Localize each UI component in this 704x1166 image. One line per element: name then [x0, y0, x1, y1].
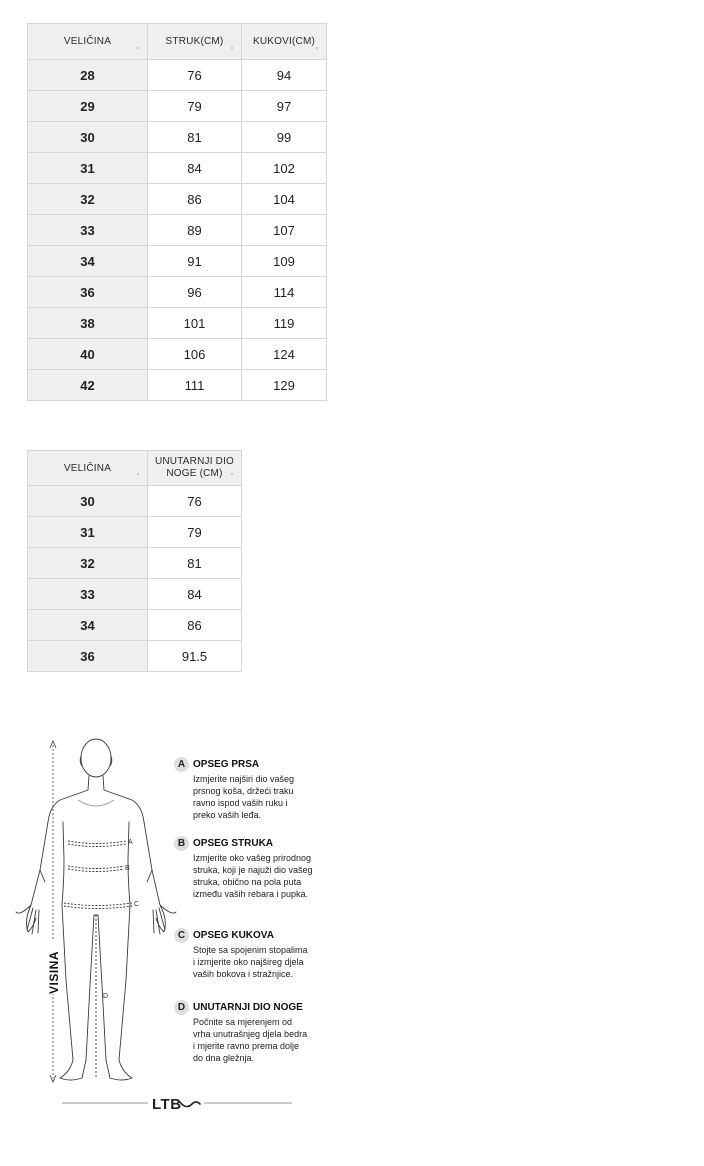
cell-size: 38	[28, 308, 148, 339]
cell-inseam: 84	[148, 579, 242, 610]
legend-description: Izmjerite oko vašeg prirodnog struka, koji je najuži dio vašeg struka, obično na pola puta između vaših rebara i pupka.	[193, 853, 313, 899]
legend-title: UNUTARNJI DIO NOGE	[193, 1002, 303, 1013]
cell-hips: 94	[242, 60, 327, 91]
cell-inseam: 76	[148, 486, 242, 517]
cell-size: 30	[28, 486, 148, 517]
marker-c: C	[134, 901, 140, 908]
cell-hips: 124	[242, 339, 327, 370]
cell-inseam: 86	[148, 610, 242, 641]
cell-size: 30	[28, 122, 148, 153]
cell-hips: 129	[242, 370, 327, 401]
letter-badge-c: C	[174, 928, 189, 943]
cell-hips: 104	[242, 184, 327, 215]
cell-waist: 91	[148, 246, 242, 277]
cell-waist: 79	[148, 91, 242, 122]
cell-waist: 106	[148, 339, 242, 370]
cell-hips: 119	[242, 308, 327, 339]
legend-title: OPSEG PRSA	[193, 759, 260, 770]
header-waist: STRUK(CM)	[148, 24, 242, 60]
cell-hips: 99	[242, 122, 327, 153]
cell-size: 31	[28, 153, 148, 184]
cell-hips: 114	[242, 277, 327, 308]
cell-hips: 107	[242, 215, 327, 246]
letter-badge-a: A	[174, 757, 189, 772]
cell-hips: 109	[242, 246, 327, 277]
marker-b: B	[125, 865, 130, 872]
cell-size: 36	[28, 641, 148, 672]
cell-waist: 81	[148, 122, 242, 153]
cell-inseam: 81	[148, 548, 242, 579]
cell-waist: 89	[148, 215, 242, 246]
legend-title: OPSEG KUKOVA	[193, 930, 274, 941]
cell-size: 28	[28, 60, 148, 91]
cell-waist: 86	[148, 184, 242, 215]
cell-size: 31	[28, 517, 148, 548]
marker-a: A	[128, 839, 133, 846]
letter-badge-b: B	[174, 836, 189, 851]
cell-hips: 102	[242, 153, 327, 184]
height-arrow-icon	[50, 741, 56, 1082]
legend-description: Počnite sa mjerenjem od vrha unutrašnjeg djela bedra i mjerite ravno prema dolje do dna gležnja.	[193, 1017, 308, 1063]
cell-waist: 76	[148, 60, 242, 91]
cell-size: 34	[28, 246, 148, 277]
header-inseam: UNUTARNJI DIO NOGE (CM)	[148, 451, 242, 486]
cell-size: 36	[28, 277, 148, 308]
height-label: VISINA	[47, 950, 61, 994]
cell-size: 42	[28, 370, 148, 401]
cell-waist: 96	[148, 277, 242, 308]
cell-hips: 97	[242, 91, 327, 122]
cell-size: 40	[28, 339, 148, 370]
cell-size: 29	[28, 91, 148, 122]
header-size: VELIČINA	[28, 24, 148, 60]
legend-description: Stojte sa spojenim stopalima i izmjerite oko najšireg djela vaših bokova i stražnjice.	[193, 945, 308, 979]
cell-size: 34	[28, 610, 148, 641]
marker-d: D	[103, 993, 109, 1000]
cell-size: 33	[28, 579, 148, 610]
logo-wave-icon	[180, 1102, 200, 1107]
measure-bands	[64, 841, 132, 1078]
brand-logo: LTB	[152, 1096, 182, 1113]
header-size: VELIČINA	[28, 451, 148, 486]
header-hips: KUKOVI(CM)	[242, 24, 327, 60]
letter-badge-d: D	[174, 1000, 189, 1015]
cell-size: 32	[28, 184, 148, 215]
cell-inseam: 91.5	[148, 641, 242, 672]
cell-size: 33	[28, 215, 148, 246]
legend-description: Izmjerite najširi dio vašeg prsnog koša, držeći traku ravno ispod vaših ruku i preko vaših leđa.	[193, 774, 295, 820]
cell-size: 32	[28, 548, 148, 579]
cell-inseam: 79	[148, 517, 242, 548]
legend-title: OPSEG STRUKA	[193, 838, 274, 849]
cell-waist: 101	[148, 308, 242, 339]
cell-waist: 111	[148, 370, 242, 401]
cell-waist: 84	[148, 153, 242, 184]
